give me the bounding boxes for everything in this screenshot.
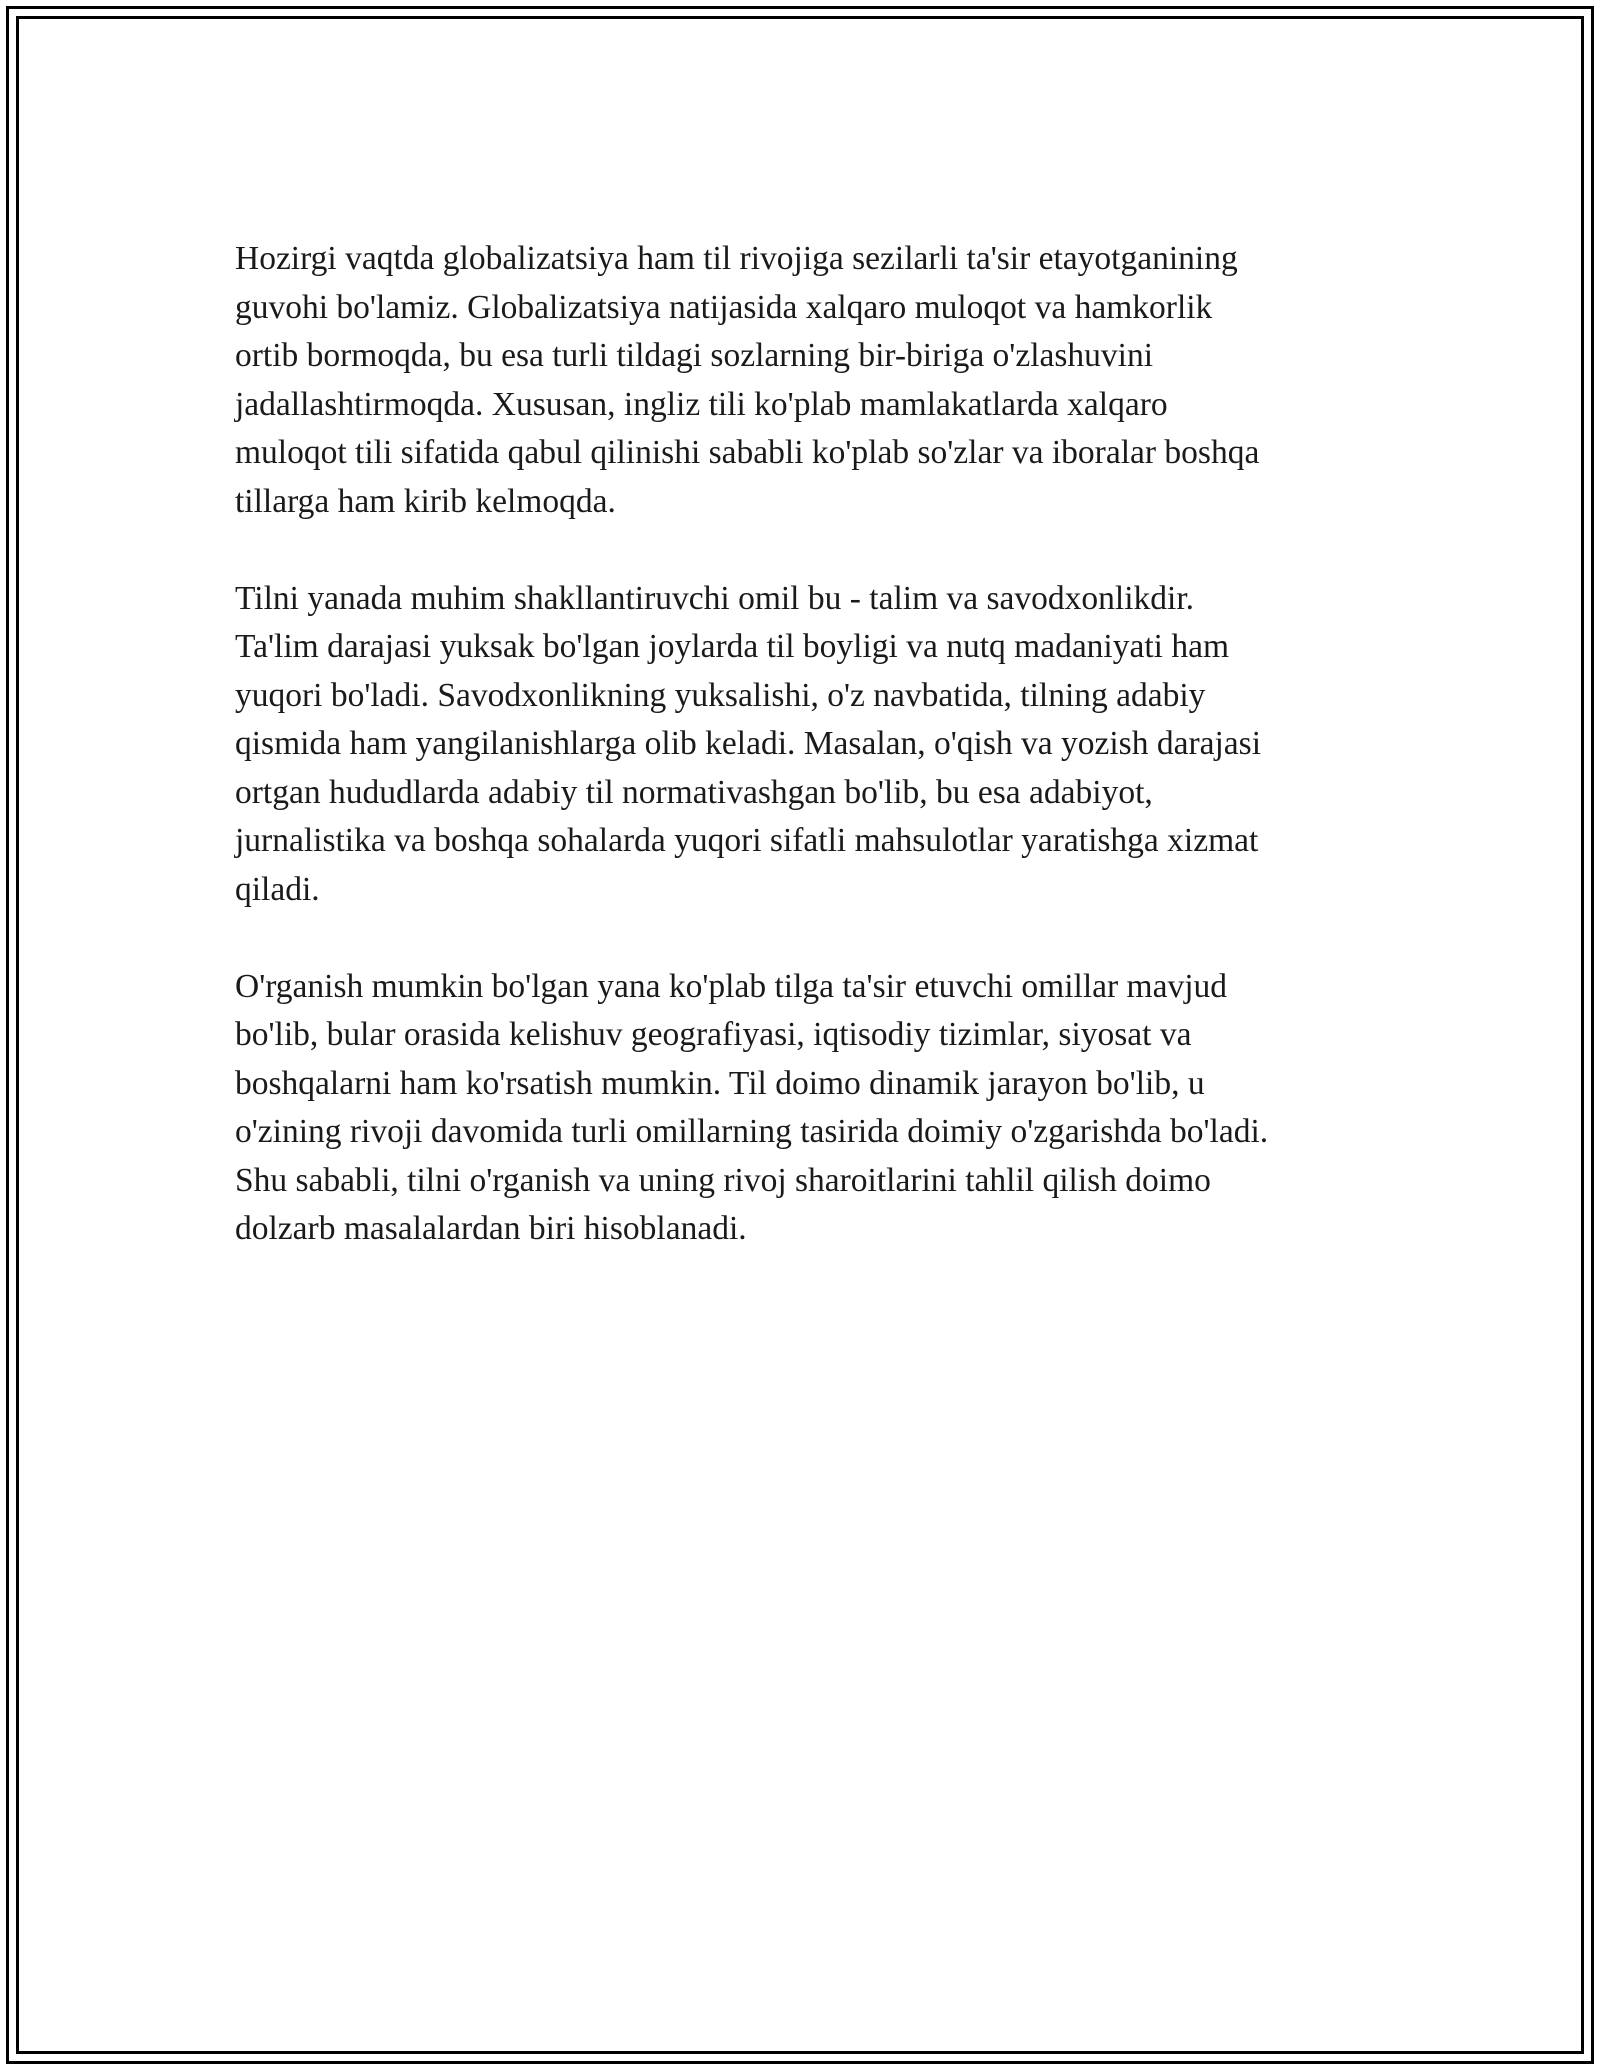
document-body	[235, 235, 1375, 1302]
paragraph-other-factors: O'rganish mumkin bo'lgan yana ko'plab tilga ta'sir etuvchi omillar mavjud bo'lib, bular orasida kelishuv geografiyasi, iqtisodiy tizimlar, siyosat va boshqalarni ham ko'rsatish mumkin. Til doimo dinamik jarayon bo'lib, u o'zining rivoji davomida turli omillarning tasirida doimiy o'zgarishda bo'ladi. Shu sababli, tilni o'rganish va uning rivoj sharoitlarini tahlil qilish doimo dolzarb masalalardan biri hisoblanadi.	[235, 967, 1269, 1247]
paragraph-globalization: Hozirgi vaqtda globalizatsiya ham til rivojiga sezilarli ta'sir etayotganining guvohi bo'lamiz. Globalizatsiya natijasida xalqaro muloqot va hamkorlik ortib bormoqda, bu esa turli tildagi sozlarning bir-biriga o'zlashuvini jadallashtirmoqda. Xususan, ingliz tili ko'plab mamlakatlarda xalqaro muloqot tili sifatida qabul qilinishi sababli ko'plab so'zlar va iboralar boshqa tillarga ham kirib kelmoqda.	[235, 240, 1260, 520]
paragraph-education: Tilni yanada muhim shakllantiruvchi omil bu - talim va savodxonlikdir. Ta'lim darajasi yuksak bo'lgan joylarda til boyligi va nutq madaniyati ham yuqori bo'ladi. Savodxonlikning yuksalishi, o'z navbatida, tilning adabiy qismida ham yangilanishlarga olib keladi. Masalan, o'qish va yozish darajasi ortgan hududlarda adabiy til normativashgan bo'lib, bu esa adabiyot, jurnalistika va boshqa sohalarda yuqori sifatli mahsulotlar yaratishga xizmat qiladi.	[235, 579, 1262, 908]
